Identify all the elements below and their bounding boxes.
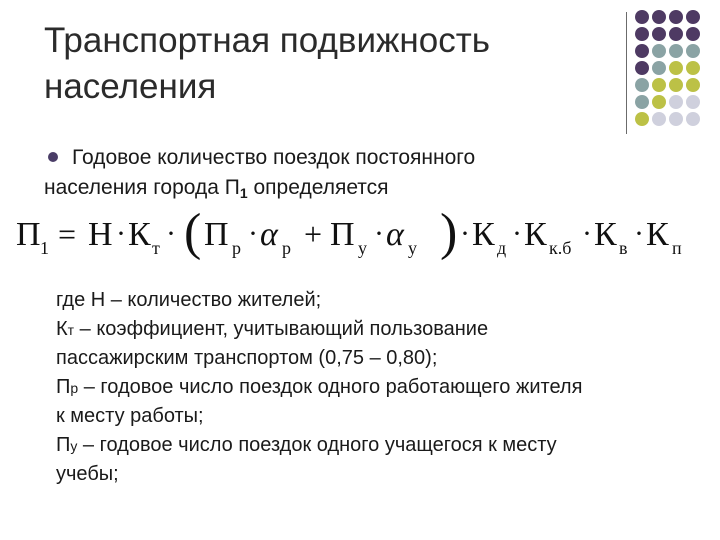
definitions-list <box>56 286 696 489</box>
decorative-dot <box>652 112 666 126</box>
definition-line-6 <box>56 431 696 461</box>
formula-dot-1: · <box>116 217 126 250</box>
decorative-dot <box>669 44 683 58</box>
decorative-dot <box>635 27 649 41</box>
decorative-dot <box>669 95 683 109</box>
definition-line-5: к месту работы; <box>56 405 204 427</box>
formula-py-subscript: у <box>358 238 367 258</box>
decorative-dot <box>635 10 649 24</box>
decorative-dot <box>635 78 649 92</box>
formula-alpha-y: α <box>386 216 404 253</box>
decorative-dot <box>635 95 649 109</box>
decorative-dot <box>652 78 666 92</box>
formula-kp-subscript: п <box>672 238 682 258</box>
formula-dot-2: · <box>166 217 176 250</box>
intro-paragraph <box>44 143 664 208</box>
decorative-dot <box>652 10 666 24</box>
formula-kd-symbol: К <box>472 216 495 253</box>
formula-pr-symbol: П <box>204 216 229 253</box>
formula-equals: = <box>58 216 77 252</box>
formula-plus: + <box>304 216 323 252</box>
definition-kt-text: – коэффициент, учитывающий пользование <box>74 317 489 340</box>
formula-dot-7: · <box>582 217 592 250</box>
decorative-dot <box>686 78 700 92</box>
definition-line-1: где Н – количество жителей; <box>56 289 322 311</box>
intro-line-1: Годовое количество поездок постоянного <box>72 146 476 169</box>
intro-line-2-start: населения города П <box>44 176 240 199</box>
definition-kt-symbol: К <box>56 317 68 340</box>
definition-pr-symbol: П <box>56 375 71 398</box>
formula-block <box>12 205 712 265</box>
definition-py-text: – годовое число поездок одного учащегося к месту <box>77 433 557 456</box>
definition-line-7: учебы; <box>56 463 119 485</box>
decorative-dot <box>652 61 666 75</box>
decorative-dot <box>686 61 700 75</box>
formula-kkb-symbol: К <box>524 216 547 253</box>
decorative-dot <box>669 112 683 126</box>
definition-line-3: пассажирским транспортом (0,75 – 0,80); <box>56 347 438 369</box>
formula-dot-6: · <box>512 217 522 250</box>
formula-py-symbol: П <box>330 216 355 253</box>
decorative-dot <box>686 95 700 109</box>
formula-lhs-subscript: 1 <box>40 238 49 258</box>
slide-title <box>44 18 584 110</box>
formula-right-paren: ) <box>440 205 458 261</box>
formula-svg <box>12 205 712 265</box>
formula-dot-3: · <box>248 217 258 250</box>
definition-pr-subscript: р <box>70 379 79 396</box>
formula-kt-symbol: К <box>128 216 151 253</box>
decorative-dot <box>686 112 700 126</box>
decorative-dot <box>635 112 649 126</box>
formula-alpha-r-subscript: р <box>282 238 291 258</box>
definition-py-subscript: у <box>70 437 78 454</box>
slide-title-line-1: Транспортная подвижность <box>44 21 490 60</box>
formula-dot-4: · <box>374 217 384 250</box>
formula-kv-subscript: в <box>619 238 628 258</box>
formula-kv-symbol: К <box>594 216 617 253</box>
formula-pr-subscript: р <box>232 238 241 258</box>
decorative-dot <box>652 44 666 58</box>
decorative-divider <box>626 12 627 134</box>
formula-n-symbol: Н <box>88 216 113 253</box>
definition-line-2 <box>56 315 696 345</box>
formula-dot-8: · <box>634 217 644 250</box>
decorative-dot <box>669 78 683 92</box>
formula-dot-5: · <box>460 217 470 250</box>
formula-left-paren: ( <box>184 205 202 261</box>
slide-title-line-2: населения <box>44 67 217 106</box>
formula-lhs-symbol: П <box>16 216 41 253</box>
decorative-dot-grid <box>635 10 700 126</box>
decorative-dot <box>635 44 649 58</box>
decorative-dot <box>652 95 666 109</box>
formula-alpha-y-subscript: у <box>408 238 417 258</box>
formula-kd-subscript: д <box>497 238 507 258</box>
definition-kt-subscript: т <box>67 321 75 338</box>
intro-subscript: 1 <box>239 185 248 201</box>
definition-pr-text: – годовое число поездок одного работающего жителя <box>78 375 583 398</box>
decorative-dot <box>686 44 700 58</box>
definition-line-4 <box>56 373 696 403</box>
formula-kt-subscript: т <box>152 238 160 258</box>
formula-alpha-r: α <box>260 216 278 253</box>
decorative-dot <box>635 61 649 75</box>
definition-py-symbol: П <box>56 433 71 456</box>
decorative-dot <box>652 27 666 41</box>
decorative-dot <box>669 61 683 75</box>
formula-kkb-subscript: к.б <box>549 238 572 258</box>
decorative-dot <box>669 27 683 41</box>
intro-line-2-end: определяется <box>247 176 389 199</box>
formula-kp-symbol: К <box>646 216 669 253</box>
decorative-dot <box>669 10 683 24</box>
decorative-dot <box>686 27 700 41</box>
bullet-icon <box>48 152 58 162</box>
decorative-dot <box>686 10 700 24</box>
